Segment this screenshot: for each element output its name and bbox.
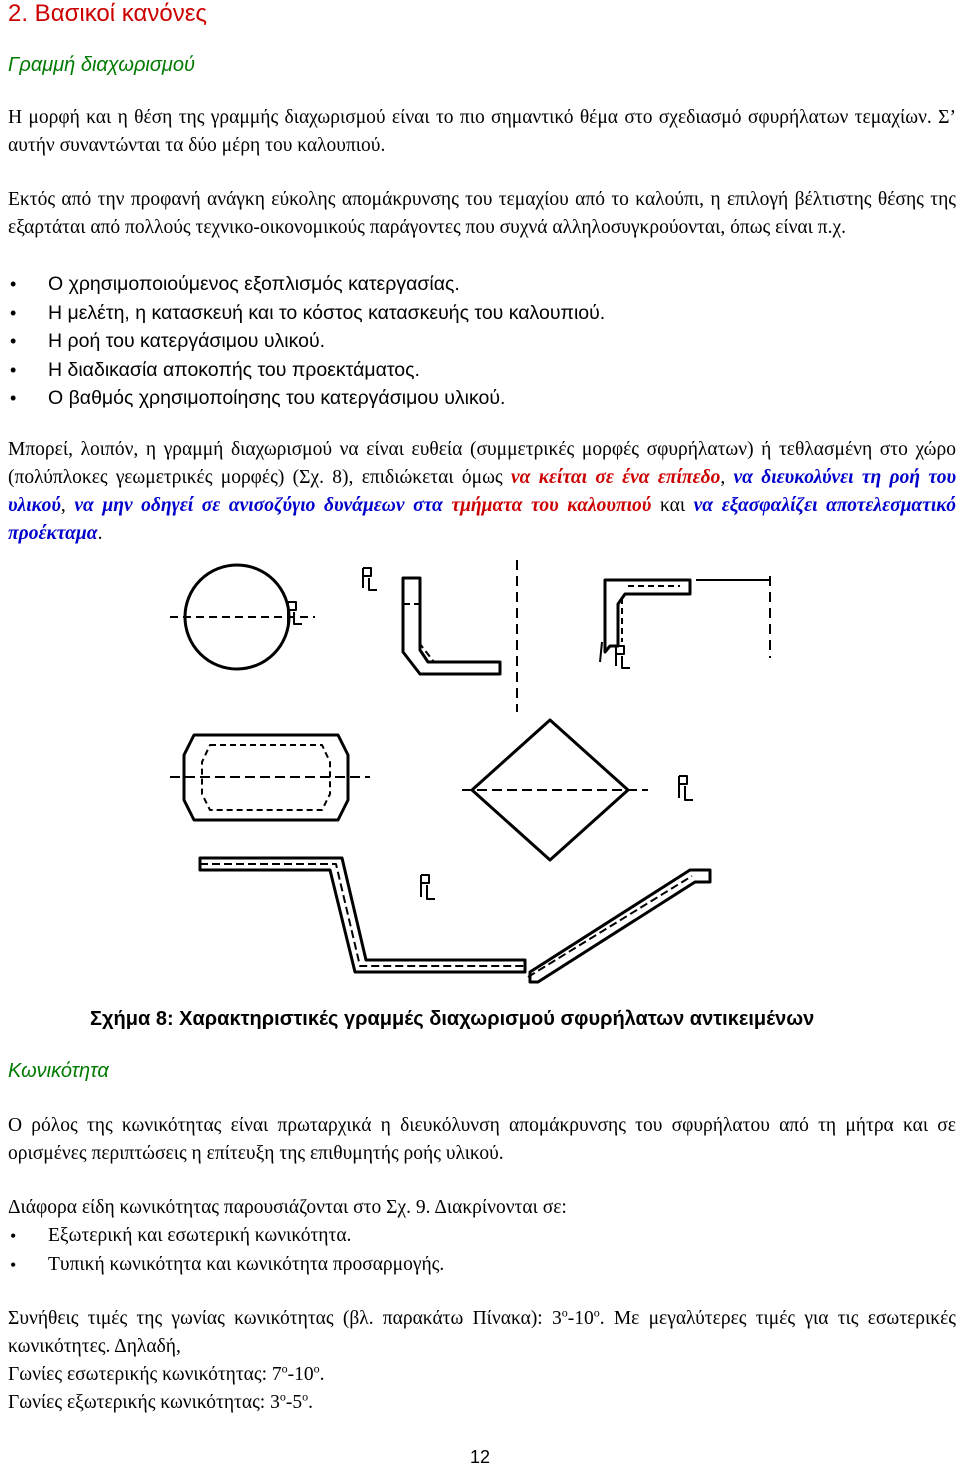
degree-mark: o — [593, 1305, 600, 1320]
text-fragment: Συνήθεις τιμές της γωνίας κωνικότητας (βλ. παρακάτω Πίνακα): 3 — [8, 1308, 562, 1329]
section-heading: 2. Βασικοί κανόνες — [8, 0, 207, 27]
separator: και — [651, 495, 694, 516]
list-item: • Η ροή του κατεργάσιμου υλικού. — [8, 327, 956, 356]
parting-line-drawings — [170, 552, 960, 1007]
subheading-parting-line: Γραμμή διαχωρισμού — [8, 54, 195, 76]
paragraph-1 — [8, 104, 956, 160]
factors-list — [8, 270, 956, 413]
paragraph-3-intro: Μπορεί, λοιπόν, η γραμμή διαχωρισμού να είναι ευθεία (συμμετρικές μορφές σφυρήλατων) ή τεθλασμένη στο χώρο (πολύπλοκες γεωμετρικές μορφές) (Σχ. 8), επιδιώκεται όμως — [8, 439, 956, 488]
paragraph-4-text: Ο ρόλος της κωνικότητας είναι πρωταρχικά η διευκόλυνση απομάκρυνσης του σφυρήλατου από τη μήτρα και σε ορισμένες περιπτώσεις η επίτευξη της επιθυμητής ροής υλικού. — [8, 1115, 956, 1164]
paragraph-3 — [8, 436, 956, 548]
emphasis-blue-flow: να διευκολύνει τη ροή του υλικού — [8, 467, 957, 516]
pl-markers — [288, 568, 693, 899]
text-fragment: -10 — [567, 1308, 594, 1329]
page-number: 12 — [469, 1447, 491, 1467]
list-item: • Η μελέτη, η κατασκευή και το κόστος κατασκευής του καλουπιού. — [8, 299, 956, 328]
paragraph-2-text: Εκτός από την προφανή ανάγκη εύκολης απομάκρυνσης του τεμαχίου από το καλούπι, η επιλογή βέλτιστης θέσης της εξαρτάται από πολλούς τεχνικο-οικονομικούς παράγοντες που συχνά αλληλοσυγκρούονται, όπως είναι π.χ. — [8, 189, 956, 238]
text-fragment: . — [319, 1364, 325, 1385]
list-item: • Η διαδικασία αποκοπής του προεκτάματος. — [8, 356, 956, 385]
paragraph-3-text — [8, 436, 956, 548]
text-fragment: . — [308, 1392, 313, 1413]
paragraph-6-text — [8, 1305, 956, 1361]
paragraph-2 — [8, 186, 956, 242]
figure-8-parting-lines — [170, 552, 960, 1007]
emphasis-blue-flash: να εξασφαλίζει αποτελεσματικό προέκταμα — [8, 495, 956, 544]
subheading-draft: Κωνικότητα — [8, 1060, 109, 1082]
list-item: • Ο χρησιμοποιούμενος εξοπλισμός κατεργασίας. — [8, 270, 956, 299]
zigzag-shape — [200, 858, 710, 982]
draft-types-list — [8, 1222, 956, 1279]
emphasis-red-die-parts: τμήματα του καλουπιού — [451, 495, 652, 516]
hexagon-shape — [170, 735, 370, 820]
emphasis-blue-forces: να μην οδηγεί σε ανισοζύγιο δυνάμεων στα — [74, 495, 443, 516]
paragraph-5 — [8, 1194, 956, 1222]
degree-mark: o — [302, 1389, 309, 1404]
list-item: • Τυπική κωνικότητα και κωνικότητα προσαρμογής. — [8, 1251, 956, 1280]
paragraph-6 — [8, 1305, 956, 1417]
text-fragment: -5 — [285, 1392, 303, 1413]
degree-mark: o — [281, 1361, 288, 1376]
separator: , — [60, 495, 75, 516]
figure-caption: Σχήμα 8: Χαρακτηριστικές γραμμές διαχωρισμού σφυρήλατων αντικειμένων — [90, 1008, 815, 1030]
text-fragment: -10 — [287, 1364, 314, 1385]
degree-mark: o — [561, 1305, 568, 1320]
paragraph-4 — [8, 1112, 956, 1168]
paragraph-1-text: Η μορφή και η θέση της γραμμής διαχωρισμού είναι το πιο σημαντικό θέμα στο σχεδιασμό σφυρήλατων τεμαχίων. Σ’ αυτήν συναντώνται τα δύο μέρη του καλουπιού. — [8, 107, 956, 156]
text-fragment: . Με μεγαλύτερες τιμές για τις εσωτερικές κωνικότητες. Δηλαδή, — [8, 1308, 956, 1357]
internal-draft-line — [8, 1361, 956, 1389]
separator: , — [720, 467, 734, 488]
list-item: • Εξωτερική και εσωτερική κωνικότητα. — [8, 1222, 956, 1251]
l-profile-shape — [600, 576, 770, 662]
degree-mark: o — [313, 1361, 320, 1376]
text-fragment: Γωνίες εσωτερικής κωνικότητας: 7 — [8, 1364, 282, 1385]
list-item: • Ο βαθμός χρησιμοποίησης του κατεργάσιμου υλικού. — [8, 384, 956, 413]
diamond-shape — [462, 720, 648, 860]
degree-mark: o — [279, 1389, 286, 1404]
text-fragment: Γωνίες εξωτερικής κωνικότητας: 3 — [8, 1392, 280, 1413]
paragraph-3-end: . — [97, 523, 103, 544]
external-draft-line — [8, 1389, 956, 1417]
bent-profile-shape — [403, 560, 517, 712]
emphasis-red-plane: να κείται σε ένα επίπεδο — [510, 467, 721, 488]
paragraph-5-text: Διάφορα είδη κωνικότητας παρουσιάζονται στο Σχ. 9. Διακρίνονται σε: — [8, 1197, 567, 1218]
